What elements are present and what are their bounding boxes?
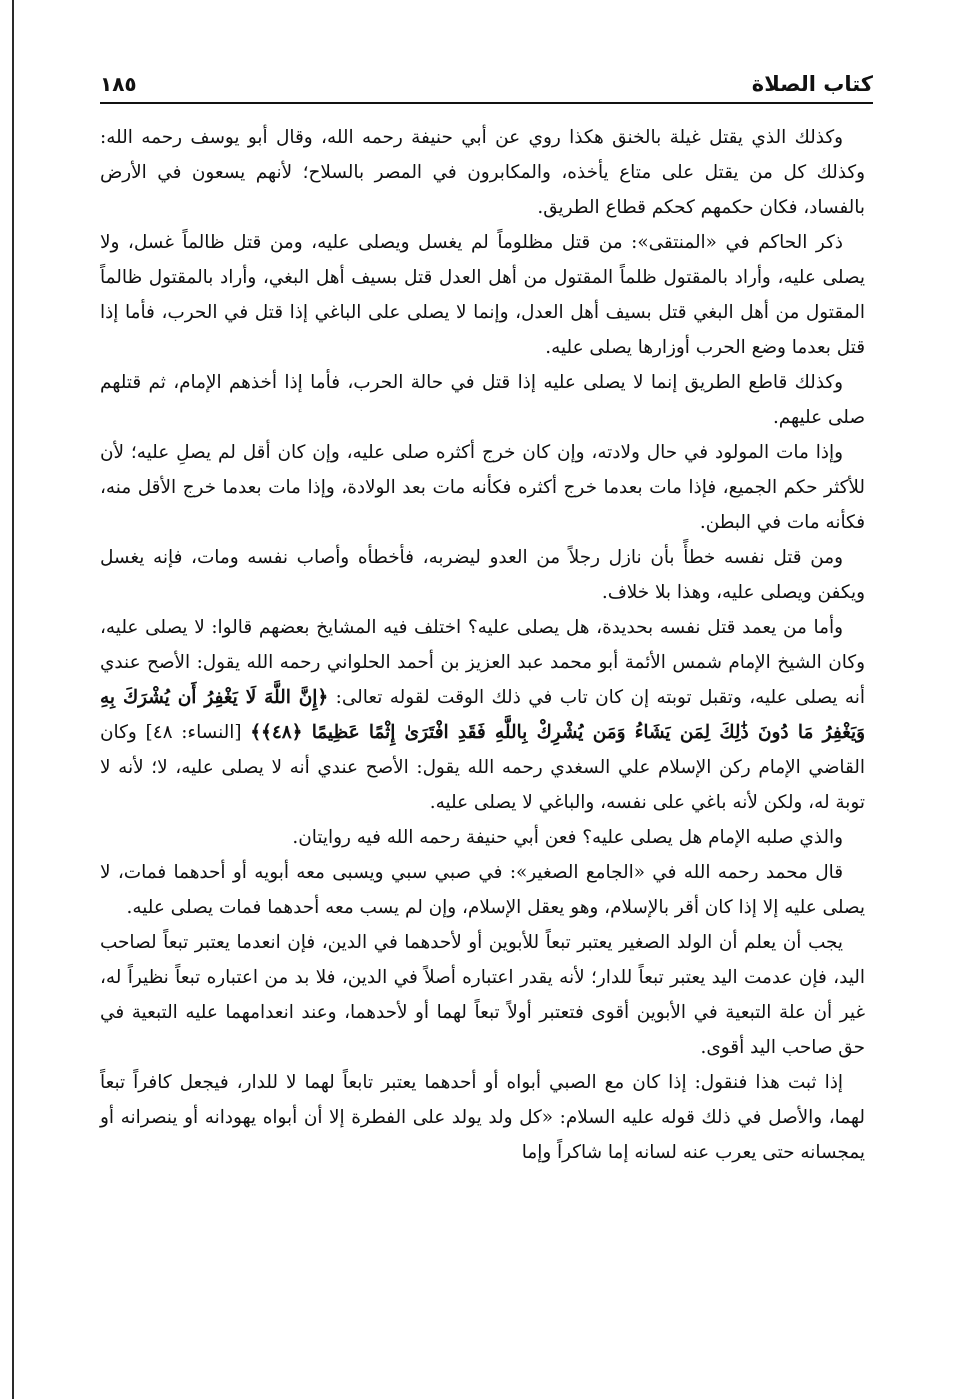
paragraph-10: إذا ثبت هذا فنقول: إذا كان مع الصبي أبواه أو أحدهما يعتبر تابعاً لهما لا للدار، فيجعل كافراً تبعاً لهما، والأصل في ذلك قوله عليه السلام: «كل ولد يولد على الفطرة إلا أن أبواه يهودانه أو ينصرانه أو يمجسانه حتى يعرب عنه لسانه إما شاكراً وإما xyxy=(100,1072,865,1163)
paragraph-9: يجب أن يعلم أن الولد الصغير يعتبر تبعاً للأبوين أو لأحدهما في الدين، فإن انعدما يعتبر تبعاً لصاحب اليد، فإن عدمت اليد يعتبر تبعاً للدار؛ لأنه يقدر اعتباره أصلاً في الدين، فلا بد من اعتباره تبعاً نظيراً له، غير أن علة التبعية في الأبوين أقوى فتعتبر أولاً تبعاً لهما أو لأحدهما، وعند انعدامهما عليه التبعية في حق صاحب اليد أقوى. xyxy=(100,932,865,1058)
page-number: ١٨٥ xyxy=(100,72,137,96)
header-rule xyxy=(100,102,873,104)
paragraph-3: وكذلك قاطع الطريق إنما لا يصلى عليه إذا قتل في حالة الحرب، فأما إذا أخذهم الإمام، ثم قتلهم صلى عليهم. xyxy=(100,372,865,428)
running-header xyxy=(100,62,873,96)
page-edge-line xyxy=(12,0,14,1399)
paragraph-8: قال محمد رحمه الله في «الجامع الصغير»: في صبي سبي ويسبى معه أبويه أو أحدهما فمات، لا يصلى عليه إلا إذا كان أقر بالإسلام، وهو يعقل الإسلام، وإن لم يسب معه أحدهما فمات يصلى عليه. xyxy=(100,862,865,918)
paragraph-6 xyxy=(100,610,865,820)
paragraph-6-tail: وكان القاضي الإمام ركن الإسلام علي السغدي رحمه الله يقول: الأصح عندي أنه لا يصلى عليه، لا؛ لأنه لا توبة له، ولكن لأنه باغي على نفسه، والباغي لا يصلى عليه. xyxy=(100,722,865,813)
paragraph-1: وكذلك الذي يقتل غيلة بالخنق هكذا روي عن أبي حنيفة رحمه الله، وقال أبو يوسف رحمه الله: وكذلك كل من يقتل على متاع يأخذه، والمكابرون في المصر بالسلاح؛ لأنهم يسعون في الأرض بالفساد، فكان حكمهم كحكم قطاع الطريق. xyxy=(100,127,865,218)
quran-reference: [النساء: ٤٨] xyxy=(145,722,242,743)
paragraph-4: وإذا مات المولود في حال ولادته، وإن كان خرج أكثره صلى عليه، وإن كان أقل لم يصلِ عليه؛ لأن للأكثر حكم الجميع، فإذا مات بعدما خرج أكثره فكأنه مات بعد الولادة، وإذا مات بعدما خرج الأقل منه، فكأنه مات في البطن. xyxy=(100,442,865,533)
paragraph-2: ذكر الحاكم في «المنتقى»: من قتل مظلوماً لم يغسل ويصلى عليه، ومن قتل ظالماً غسل، ولا يصلى عليه، وأراد بالمقتول ظلماً المقتول من أهل العدل قتل بسيف أهل البغي، وأراد بالمقتول ظالماً المقتول من أهل البغي قتل بسيف أهل العدل، وإنما لا يصلى على الباغي إذا قتل في الحرب، فأما إذا قتل بعدما وضع الحرب أوزارها يصلى عليه. xyxy=(100,232,865,358)
paragraph-6-lead: وأما من يعمد قتل نفسه بحديدة، هل يصلى عليه؟ اختلف فيه المشايخ بعضهم قالوا: لا يصلى عليه، وكان الشيخ الإمام شمس الأئمة أبو محمد عبد العزيز بن أحمد الحلواني رحمه الله يقول: الأصح عندي أنه يصلى عليه، وتقبل توبته إن كان تاب في ذلك الوقت لقوله تعالى: xyxy=(100,617,866,708)
paragraph-7: والذي صلبه الإمام هل يصلى عليه؟ فعن أبي حنيفة رحمه الله فيه روايتان. xyxy=(292,827,843,848)
quran-verse: ﴿إِنَّ اللَّهَ لَا يَغْفِرُ أَن يُشْرَكَ بِهِ وَيَغْفِرُ مَا دُونَ ذَٰلِكَ لِمَن يَشَاءُ وَمَن يُشْرِكْ بِاللَّهِ فَقَدِ افْتَرَىٰ إِثْمًا عَظِيمًا ﴿٤٨﴾﴾ xyxy=(100,687,865,743)
paragraph-5: ومن قتل نفسه خطأً بأن نازل رجلاً من العدو ليضربه، فأخطأه وأصاب نفسه ومات، فإنه يغسل ويكفن ويصلى عليه، وهذا بلا خلاف. xyxy=(100,547,865,603)
page-body xyxy=(100,120,865,1170)
book-title: كتاب الصلاة xyxy=(751,72,873,96)
